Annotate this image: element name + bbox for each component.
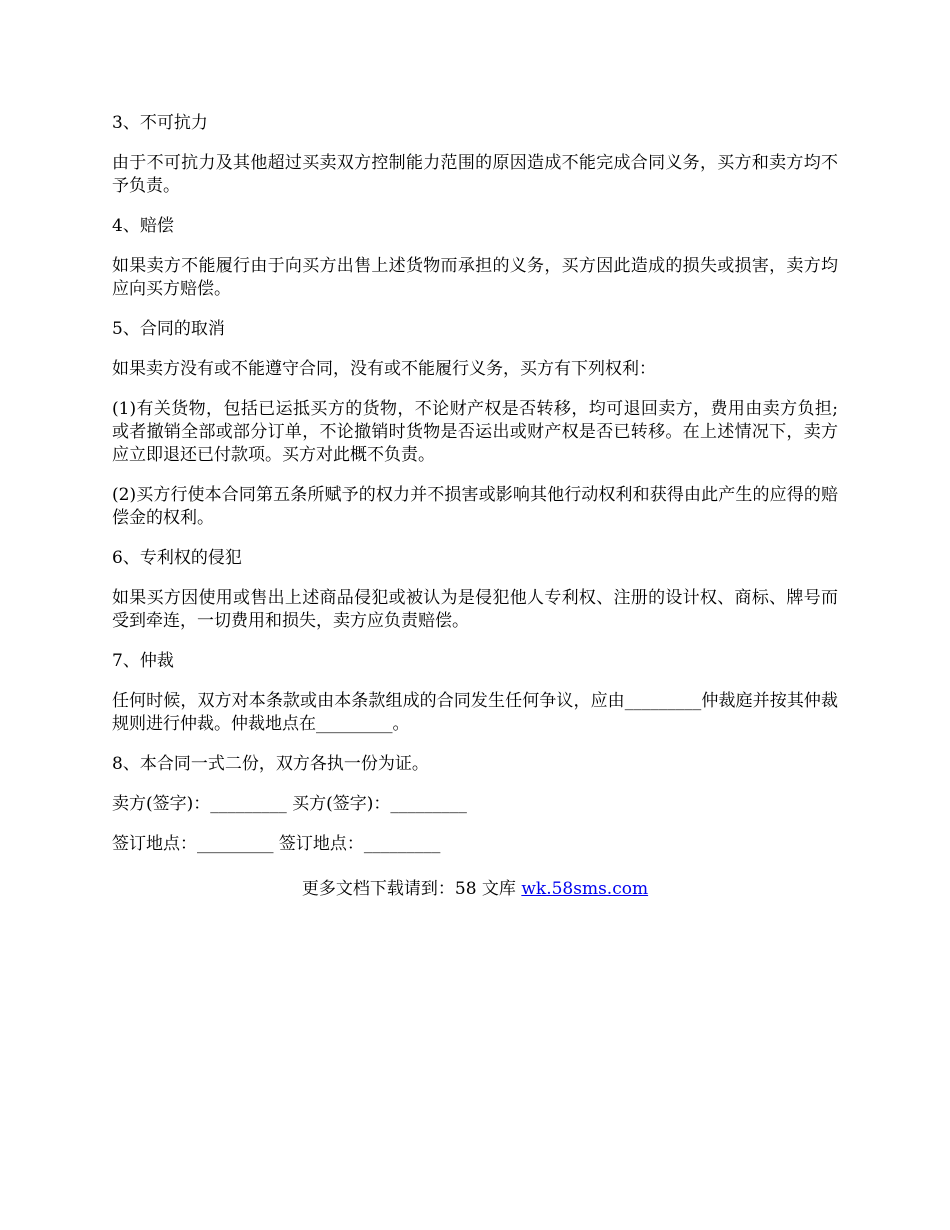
- section-heading: 5、合同的取消: [112, 319, 225, 339]
- section-heading: 3、不可抗力: [112, 113, 208, 133]
- section-heading: 7、仲裁: [112, 651, 174, 671]
- section-heading: 6、专利权的侵犯: [112, 548, 242, 568]
- paragraph: 如果卖方不能履行由于向买方出售上述货物而承担的义务，买方因此造成的损失或损害，卖方均应向买方赔偿。: [112, 256, 838, 299]
- paragraph: 由于不可抗力及其他超过买卖双方控制能力范围的原因造成不能完成合同义务，买方和卖方均不予负责。: [112, 153, 838, 196]
- paragraph: 如果买方因使用或售出上述商品侵犯或被认为是侵犯他人专利权、注册的设计权、商标、牌号而受到牵连，一切费用和损失，卖方应负责赔偿。: [112, 588, 838, 631]
- footer-text: 更多文档下载请到：58 文库: [301, 879, 522, 899]
- footer: [0, 878, 950, 901]
- location-line: 签订地点：_________ 签订地点：_________: [112, 834, 441, 854]
- paragraph: (2)买方行使本合同第五条所赋予的权力并不损害或影响其他行动权利和获得由此产生的应得的赔偿金的权利。: [112, 485, 838, 528]
- paragraph: 如果卖方没有或不能遵守合同，没有或不能履行义务，买方有下列权利：: [112, 359, 656, 379]
- document-body: [112, 112, 838, 873]
- footer-link[interactable]: wk.58sms.com: [521, 879, 649, 899]
- signature-line: 卖方(签字)：_________ 买方(签字)：_________: [112, 794, 467, 814]
- clause-8: 8、本合同一式二份，双方各执一份为证。: [112, 754, 429, 774]
- paragraph: 任何时候，双方对本条款或由本条款组成的合同发生任何争议，应由_________仲裁庭并按其仲裁规则进行仲裁。仲裁地点在_________。: [112, 691, 838, 734]
- section-heading: 4、赔偿: [112, 216, 174, 236]
- paragraph: (1)有关货物，包括已运抵买方的货物，不论财产权是否转移，均可退回卖方，费用由卖方负担;或者撤销全部或部分订单，不论撤销时货物是否运出或财产权是否已转移。在上述情况下，卖方应立即退还已付款项。买方对此概不负责。: [112, 399, 838, 465]
